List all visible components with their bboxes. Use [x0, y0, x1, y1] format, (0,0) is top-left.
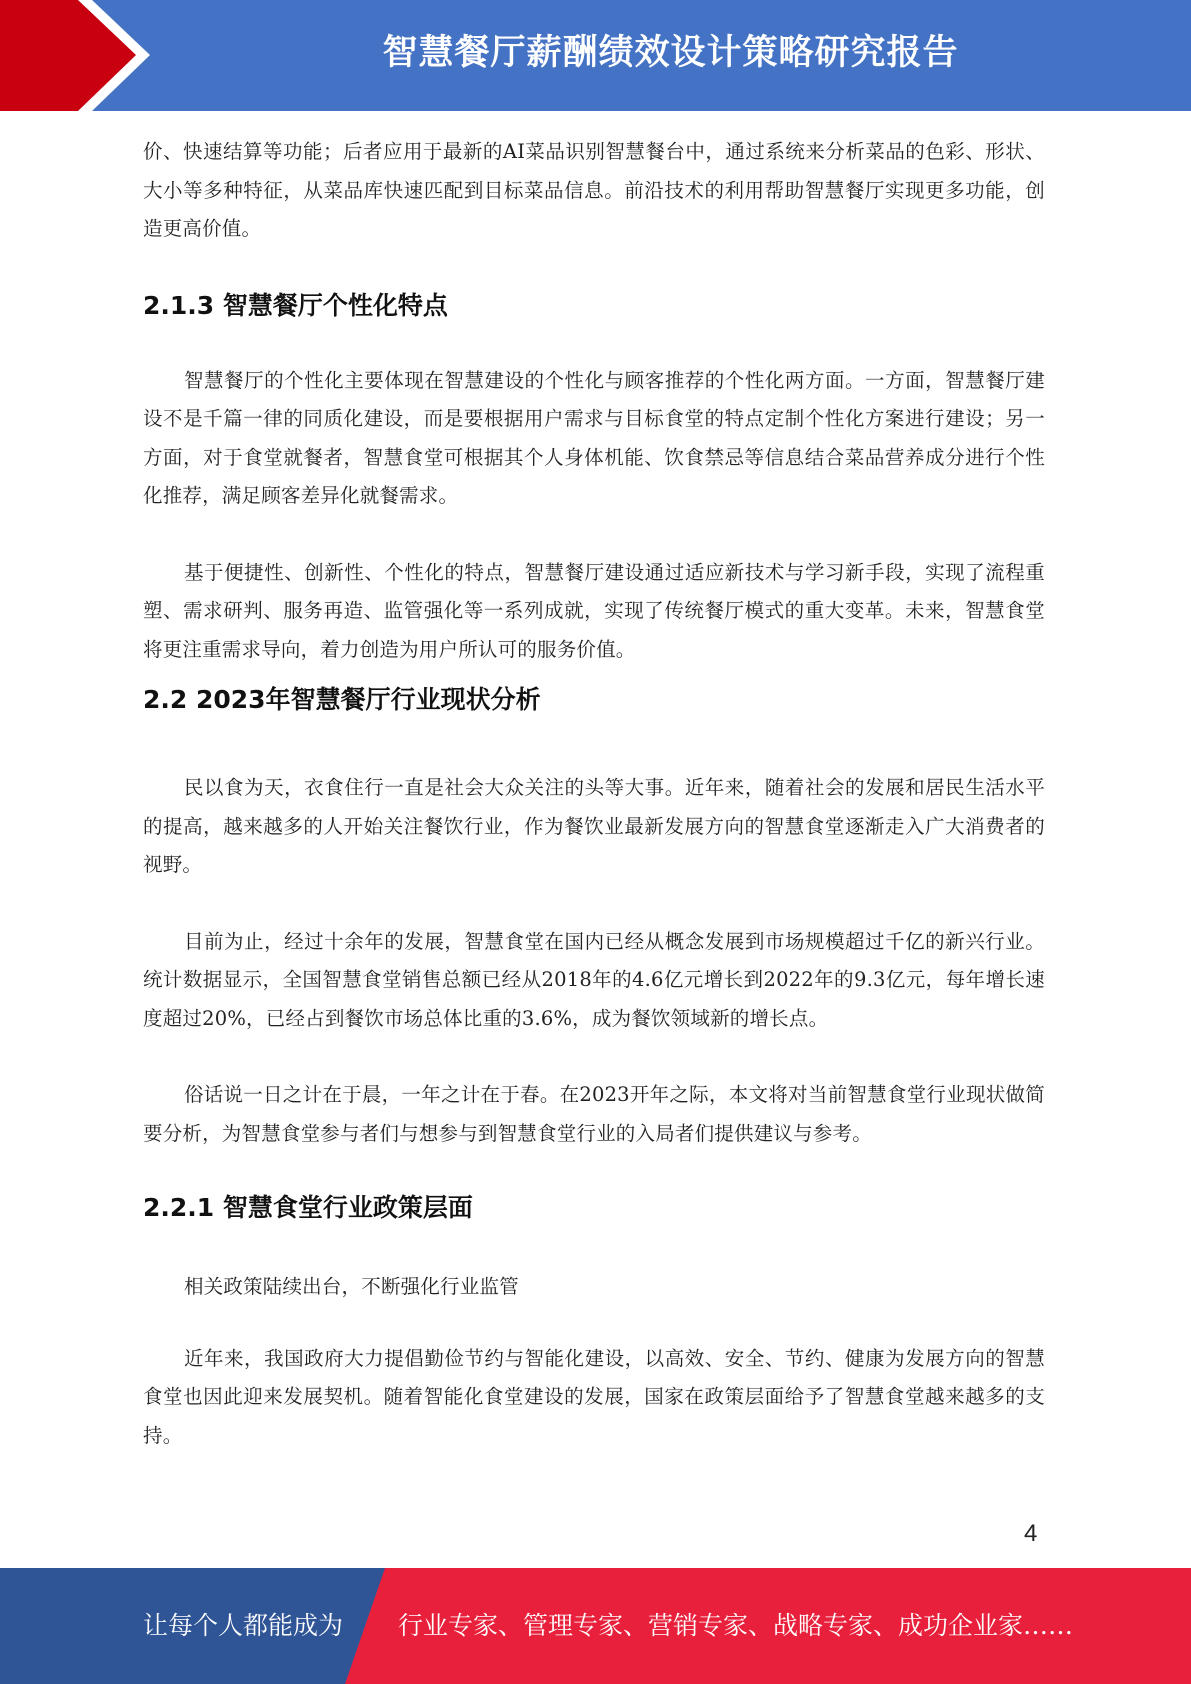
page-header [0, 0, 1191, 111]
page-footer [0, 1568, 1191, 1684]
paragraph: 近年来，我国政府大力提倡勤俭节约与智能化建设，以高效、安全、节约、健康为发展方向的智慧食堂也因此迎来发展契机。随着智能化食堂建设的发展，国家在政策层面给予了智慧食堂越来越多的支持。 [143, 1346, 1045, 1447]
header-red-arrow [0, 0, 136, 111]
section-heading-2-2: 2.2 2023年智慧餐厅行业现状分析 [143, 685, 541, 714]
page-number: 4 [1024, 1520, 1038, 1547]
paragraph: 智慧餐厅的个性化主要体现在智慧建设的个性化与顾客推荐的个性化两方面。一方面，智慧餐厅建设不是千篇一律的同质化建设，而是要根据用户需求与目标食堂的特点定制个性化方案进行建设；另一方面，对于食堂就餐者，智慧食堂可根据其个人身体机能、饮食禁忌等信息结合菜品营养成分进行个性化推荐，满足顾客差异化就餐需求。 [143, 368, 1045, 507]
paragraph: 基于便捷性、创新性、个性化的特点，智慧餐厅建设通过适应新技术与学习新手段，实现了流程重塑、需求研判、服务再造、监管强化等一系列成就，实现了传统餐厅模式的重大变革。未来，智慧食堂将更注重需求导向，着力创造为用户所认可的服务价值。 [143, 560, 1045, 661]
section-heading-2-1-3: 2.1.3 智慧餐厅个性化特点 [143, 290, 448, 320]
paragraph-continued: 价、快速结算等功能；后者应用于最新的AI菜品识别智慧餐台中，通过系统来分析菜品的色彩、形状、大小等多种特征，从菜品库快速匹配到目标菜品信息。前沿技术的利用帮助智慧餐厅实现更多功能，创造更高价值。 [143, 140, 1045, 240]
page-content [143, 133, 1045, 1455]
paragraph: 民以食为天，衣食住行一直是社会大众关注的头等大事。近年来，随着社会的发展和居民生活水平的提高，越来越多的人开始关注餐饮行业，作为餐饮业最新发展方向的智慧食堂逐渐走入广大消费者的视野。 [143, 776, 1045, 876]
paragraph-lead: 相关政策陆续出台，不断强化行业监管 [183, 1275, 519, 1298]
paragraph: 目前为止，经过十余年的发展，智慧食堂在国内已经从概念发展到市场规模超过千亿的新兴行业。统计数据显示，全国智慧食堂销售总额已经从2018年的4.6亿元增长到2022年的9.3亿元，每年增长速度超过20%，已经占到餐饮市场总体比重的3.6%，成为餐饮领域新的增长点。 [143, 929, 1045, 1030]
footer-slogan-right: 行业专家、管理专家、营销专家、战略专家、成功企业家…… [398, 1611, 1074, 1640]
section-heading-2-2-1: 2.2.1 智慧食堂行业政策层面 [143, 1193, 473, 1222]
paragraph: 俗话说一日之计在于晨，一年之计在于春。在2023开年之际，本文将对当前智慧食堂行业现状做简要分析，为智慧食堂参与者们与想参与到智慧食堂行业的入局者们提供建议与参考。 [143, 1083, 1045, 1145]
footer-slogan-left: 让每个人都能成为 [143, 1611, 344, 1640]
report-title: 智慧餐厅薪酬绩效设计策略研究报告 [382, 33, 959, 73]
